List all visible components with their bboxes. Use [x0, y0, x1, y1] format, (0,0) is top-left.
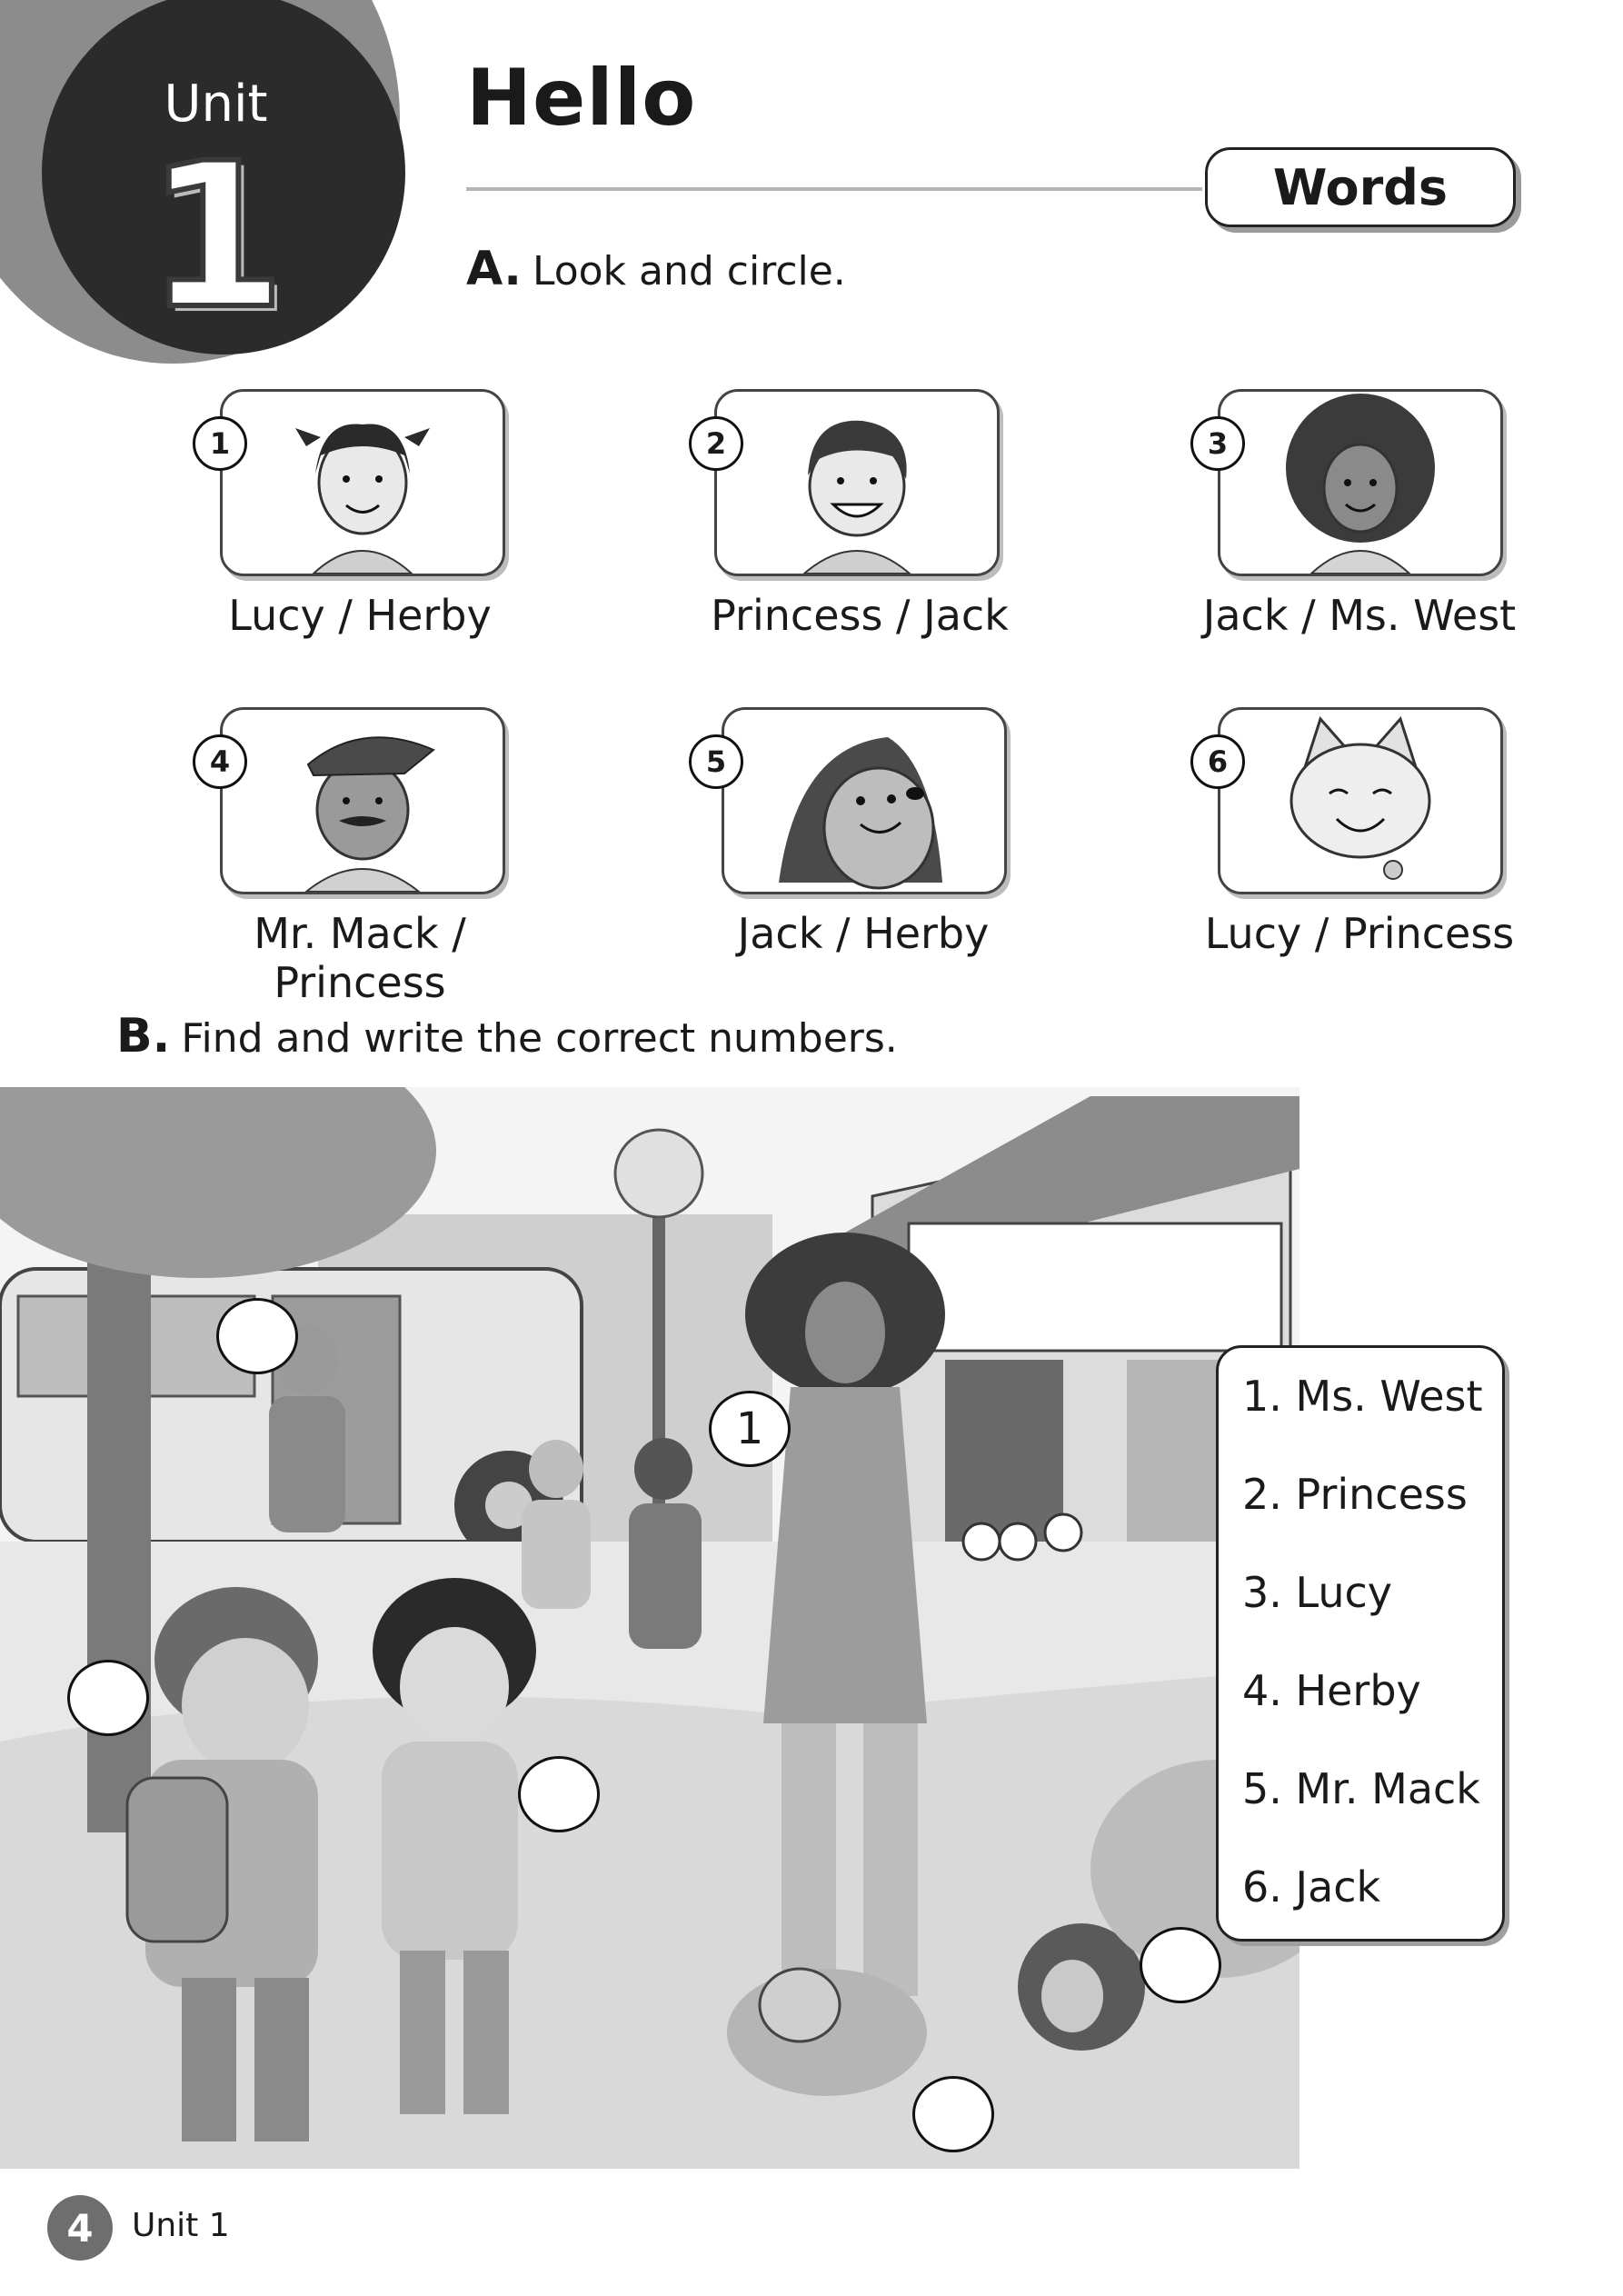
item-number-3: 3 [1190, 416, 1245, 471]
names-list-box [1216, 1345, 1505, 1942]
unit-number: 1 [145, 120, 286, 353]
name-item-1: 1. Ms. West [1242, 1372, 1483, 1421]
picture-card-3 [1218, 389, 1503, 576]
school-scene-icon [0, 1087, 1299, 2169]
section-b-letter: B. [116, 1009, 171, 1063]
answer-blank-boy[interactable] [67, 1660, 149, 1736]
answer-blank-girl[interactable] [518, 1756, 600, 1832]
choice-6[interactable]: Lucy / Princess [1204, 909, 1515, 958]
title-divider [466, 187, 1202, 191]
picture-card-6 [1218, 707, 1503, 894]
picture-card-2 [714, 389, 1000, 576]
choice-1[interactable]: Lucy / Herby [228, 591, 492, 640]
man-cap-face-icon [223, 710, 503, 892]
answer-blank-cat[interactable] [912, 2076, 994, 2152]
answer-blank-bus-driver[interactable] [216, 1298, 298, 1374]
name-item-2: 2. Princess [1242, 1470, 1468, 1519]
picture-card-1 [220, 389, 505, 576]
section-a-instruction [466, 242, 846, 296]
name-item-4: 4. Herby [1242, 1666, 1421, 1715]
item-number-6: 6 [1190, 734, 1245, 789]
unit-label: Unit [164, 75, 268, 134]
boy-face-icon [717, 392, 997, 574]
section-a-text: Look and circle. [532, 248, 846, 294]
section-b-text: Find and write the correct numbers. [181, 1015, 898, 1062]
picture-card-4 [220, 707, 505, 894]
item-number-4: 4 [193, 734, 247, 789]
page-number: 4 [47, 2195, 113, 2261]
choice-4[interactable]: Mr. Mack / Princess [254, 909, 466, 1007]
item-number-2: 2 [689, 416, 743, 471]
girl-pigtails-face-icon [223, 392, 503, 574]
picture-card-5 [722, 707, 1007, 894]
page-title: Hello [466, 53, 697, 144]
answer-blank-hedgehog[interactable] [1140, 1927, 1221, 2003]
cat-face-icon [1220, 710, 1500, 892]
hedgehog-face-icon [724, 710, 1004, 892]
item-number-1: 1 [193, 416, 247, 471]
name-item-3: 3. Lucy [1242, 1568, 1392, 1617]
choice-2[interactable]: Princess / Jack [711, 591, 1009, 640]
name-item-6: 6. Jack [1242, 1862, 1381, 1912]
section-b-instruction [116, 1009, 898, 1063]
section-tag: Words [1205, 147, 1516, 227]
woman-curly-hair-face-icon [1220, 392, 1500, 574]
choice-3[interactable]: Jack / Ms. West [1202, 591, 1517, 640]
section-a-letter: A. [466, 242, 522, 296]
footer-unit-label: Unit 1 [132, 2207, 230, 2244]
choice-5[interactable]: Jack / Herby [737, 909, 990, 958]
school-scene-illustration [0, 1087, 1299, 2169]
answer-blank-teacher: 1 [709, 1391, 791, 1467]
name-item-5: 5. Mr. Mack [1242, 1764, 1480, 1813]
item-number-5: 5 [689, 734, 743, 789]
